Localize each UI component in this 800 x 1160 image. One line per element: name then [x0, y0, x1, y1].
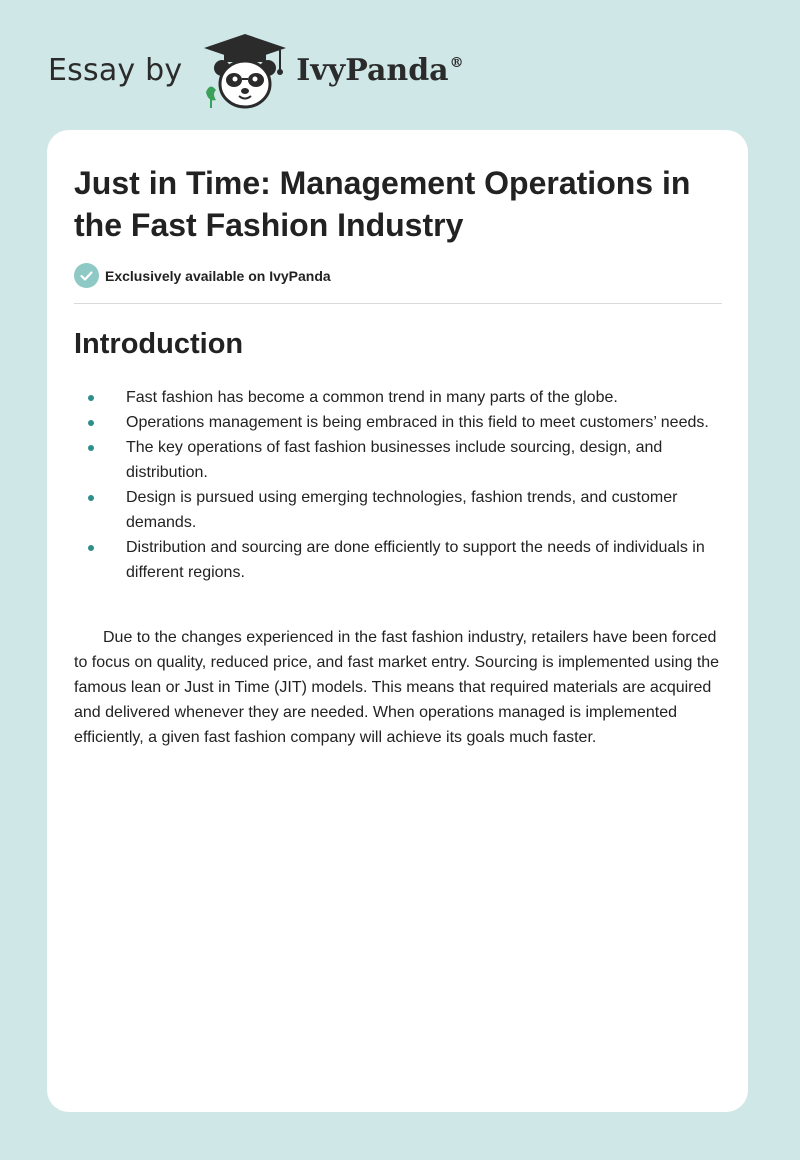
bullet-dot-icon — [88, 395, 94, 401]
bullet-dot-icon — [88, 420, 94, 426]
list-item: Operations management is being embraced in this field to meet customers’ needs. — [74, 410, 722, 435]
essay-title: Just in Time: Management Operations in the Fast Fashion Industry — [74, 165, 691, 243]
check-circle-icon — [74, 263, 99, 288]
title-divider — [74, 303, 722, 304]
essay-by-label: Essay by — [48, 52, 183, 88]
exclusive-badge — [74, 263, 331, 288]
section-heading-introduction: Introduction — [74, 328, 244, 360]
introduction-bullet-list — [74, 385, 722, 585]
introduction-paragraph: Due to the changes experienced in the fast fashion industry, retailers have been forced to focus on quality, reduced price, and fast market entry. Sourcing is implemented using the famous lean or Just in Time (JIT) models. This means that required materials are acquired and delivered whenever they are needed. When operations managed is implemented efficiently, a given fast fashion company will achieve its goals much faster. — [74, 629, 720, 746]
list-item: Design is pursued using emerging technologies, fashion trends, and customer demands. — [74, 485, 722, 535]
essay-card — [47, 130, 748, 1112]
list-item: Fast fashion has become a common trend in many parts of the globe. — [74, 385, 722, 410]
panda-graduation-cap-icon — [200, 28, 290, 112]
brand-name[interactable]: IvyPanda® — [296, 52, 464, 88]
list-item: Distribution and sourcing are done efficiently to support the needs of individuals in different regions. — [74, 535, 722, 585]
bullet-dot-icon — [88, 495, 94, 501]
list-item: The key operations of fast fashion businesses include sourcing, design, and distribution. — [74, 435, 722, 485]
site-header — [48, 28, 464, 112]
bullet-dot-icon — [88, 445, 94, 451]
registered-mark: ® — [449, 54, 464, 71]
exclusive-badge-text: Exclusively available on IvyPanda — [105, 267, 331, 284]
bullet-dot-icon — [88, 545, 94, 551]
